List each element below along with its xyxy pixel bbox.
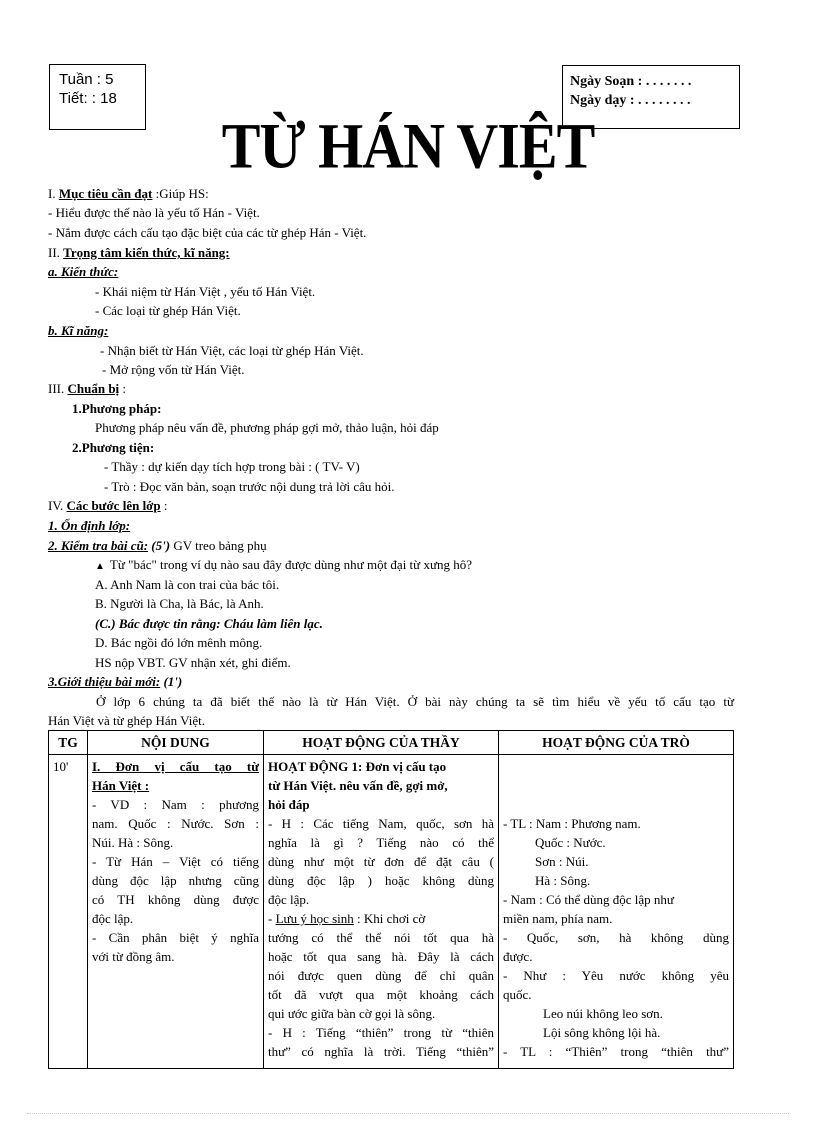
intro-paragraph-line-1: Ở lớp 6 chúng ta đã biết thế nào là từ Hán Việt. Ở bài này chúng ta sẽ tìm hiểu về yếu tố cấu tạo từ [96,694,734,709]
content-line: - Cần phân biệt ý nghĩa [92,930,259,945]
content-title-2: Hán Việt : [92,778,150,793]
sec4-heading: IV. Các bước lên lớp : [48,498,168,513]
student-line: - Nam : Có thể dùng độc lập như [503,892,674,907]
lesson-label: Tiết: : 18 [59,90,117,107]
content-line: nam. Quốc : Nước. Sơn : [92,816,259,831]
teacher-line: tốt đã vượt qua một khoảng cách [268,987,494,1002]
sec3-method-text: Phương pháp nêu vấn đề, phương pháp gợi mở, thảo luận, hỏi đáp [95,420,439,435]
sec4-step-2: 2. Kiểm tra bài cũ: (5') GV treo bảng phụ [48,538,267,553]
student-line: Lội sông không lội hà. [543,1025,661,1040]
sec2-a-label: a. Kiến thức: [48,264,119,279]
content-line: Núi. Hà : Sông. [92,835,174,850]
content-line: với từ đồng âm. [92,949,175,964]
student-line: - TL : Nam : Phương nam. [503,816,641,831]
student-line: được. [503,949,533,964]
cell-teacher [264,755,499,1069]
sec2-b-line-1: - Nhận biết từ Hán Việt, các loại từ ghép Hán Việt. [100,343,364,358]
student-line [503,776,729,795]
sec1-heading: I. Mục tiêu cần đạt :Giúp HS: [48,186,209,201]
cell-student [499,755,734,1069]
sec3-means-student: - Trò : Đọc văn bản, soạn trước nội dung trả lời câu hỏi. [104,479,395,494]
student-line [503,757,729,776]
teacher-line: tướng có thể thể nói tốt qua hà [268,930,494,945]
teacher-line: hoặc tốt qua sang hà. Đây là cách [268,949,494,964]
teacher-line: - H : Các tiếng Nam, quốc, sơn hà [268,816,494,831]
teacher-line: dùng độc lập ) hoặc không dùng [268,873,494,888]
content-line: - VD : Nam : phương [92,797,259,812]
cell-content [88,755,264,1069]
table-row [49,755,734,1069]
sec4-step-3: 3.Giới thiệu bài mới: (1') [48,674,183,689]
teacher-heading: HOẠT ĐỘNG 1: Đơn vị cấu tạo [268,759,447,774]
quiz-question: ▲ Từ "bác" trong ví dụ nào sau đây được dùng như một đại từ xưng hô? [95,557,472,575]
quiz-option-d: D. Bác ngồi đó lớn mênh mông. [95,635,263,650]
student-line: - Như : Yêu nước không yêu [503,968,729,983]
teacher-heading: từ Hán Việt. nêu vấn đề, gợi mở, [268,778,448,793]
student-line: - Quốc, sơn, hà không dùng [503,930,729,945]
teacher-line: qui ước giữa bàn cờ gọi là sông. [268,1006,436,1021]
content-title-1: I. Đơn vị cấu tạo từ [92,759,259,774]
sec3-means-label: 2.Phương tiện: [72,440,155,455]
week-label: Tuần : 5 [59,71,114,88]
teach-date: Ngày dạy : . . . . . . . . [570,93,691,108]
teacher-line: - H : Tiếng “thiên” trong từ “thiên [268,1025,494,1040]
sec2-a-line-2: - Các loại từ ghép Hán Việt. [95,303,241,318]
sec2-a-line-1: - Khái niệm từ Hán Việt , yếu tố Hán Việt. [95,284,316,299]
page-bottom-rule [27,1113,789,1114]
student-line: Leo núi không leo sơn. [543,1006,663,1021]
quiz-option-a: A. Anh Nam là con trai của bác tôi. [95,577,280,592]
teacher-line: nghĩa là gì ? Tiếng nào có thể [268,835,494,850]
quiz-option-b: B. Người là Cha, là Bác, là Anh. [95,596,264,611]
prepare-date: Ngày Soạn : . . . . . . . [570,74,692,89]
teacher-line: độc lập. [268,892,310,907]
teacher-line: dùng như một từ đơn để đặt câu ( [268,854,494,869]
sec2-b-label: b. Kĩ năng: [48,323,109,338]
teacher-heading: hỏi đáp [268,797,310,812]
cell-time: 10' [49,755,88,1069]
content-line: có TH không dùng được [92,892,259,907]
col-header-content: NỘI DUNG [88,731,264,755]
sec3-method-label: 1.Phương pháp: [72,401,162,416]
col-header-time: TG [49,731,88,755]
teacher-line: thư” có nghĩa là trời. Tiếng “thiên” [268,1044,494,1059]
sec1-line-1: - Hiểu được thế nào là yếu tố Hán - Việt. [48,205,260,220]
content-line: độc lập. [92,911,134,926]
student-line: miền nam, phía nam. [503,911,613,926]
col-header-student: HOẠT ĐỘNG CỦA TRÒ [499,731,734,755]
student-line: Quốc : Nước. [535,835,606,850]
student-line: Sơn : Núi. [535,854,589,869]
student-line [503,795,729,814]
teacher-line: nói được quen dùng để chỉ quân [268,968,494,983]
lesson-table [48,730,734,1069]
student-line: quốc. [503,987,532,1002]
sec4-step-1: 1. Ổn định lớp: [48,518,131,533]
content-line: - Từ Hán – Việt có tiếng [92,854,259,869]
quiz-note: HS nộp VBT. GV nhận xét, ghi điểm. [95,655,291,670]
sec3-heading: III. Chuẩn bị : [48,381,127,396]
sec3-means-teacher: - Thầy : dự kiến dạy tích hợp trong bài : ( TV- V) [104,459,360,474]
quiz-option-c: (C.) Bác được tin rằng: Cháu làm liên lạc. [95,616,323,631]
content-line: dùng độc lập nhưng cũng [92,873,259,888]
student-line: - TL : “Thiên” trong “thiên thư” [503,1044,729,1059]
sec2-b-line-2: - Mở rộng vốn từ Hán Việt. [102,362,245,377]
student-line: Hà : Sông. [535,873,591,888]
intro-paragraph-line-2: Hán Việt và từ ghép Hán Việt. [48,713,205,728]
col-header-teacher: HOẠT ĐỘNG CỦA THẦY [264,731,499,755]
sec2-heading: II. Trọng tâm kiến thức, kĩ năng: [48,245,230,260]
triangle-bullet-icon: ▲ [95,561,105,572]
teacher-note-line: - Lưu ý học sinh : Khi chơi cờ [268,911,426,926]
sec1-line-2: - Nắm được cách cấu tạo đặc biệt của các từ ghép Hán - Việt. [48,225,367,240]
page-title: TỪ HÁN VIỆT [221,109,595,182]
table-header-row [49,731,734,755]
